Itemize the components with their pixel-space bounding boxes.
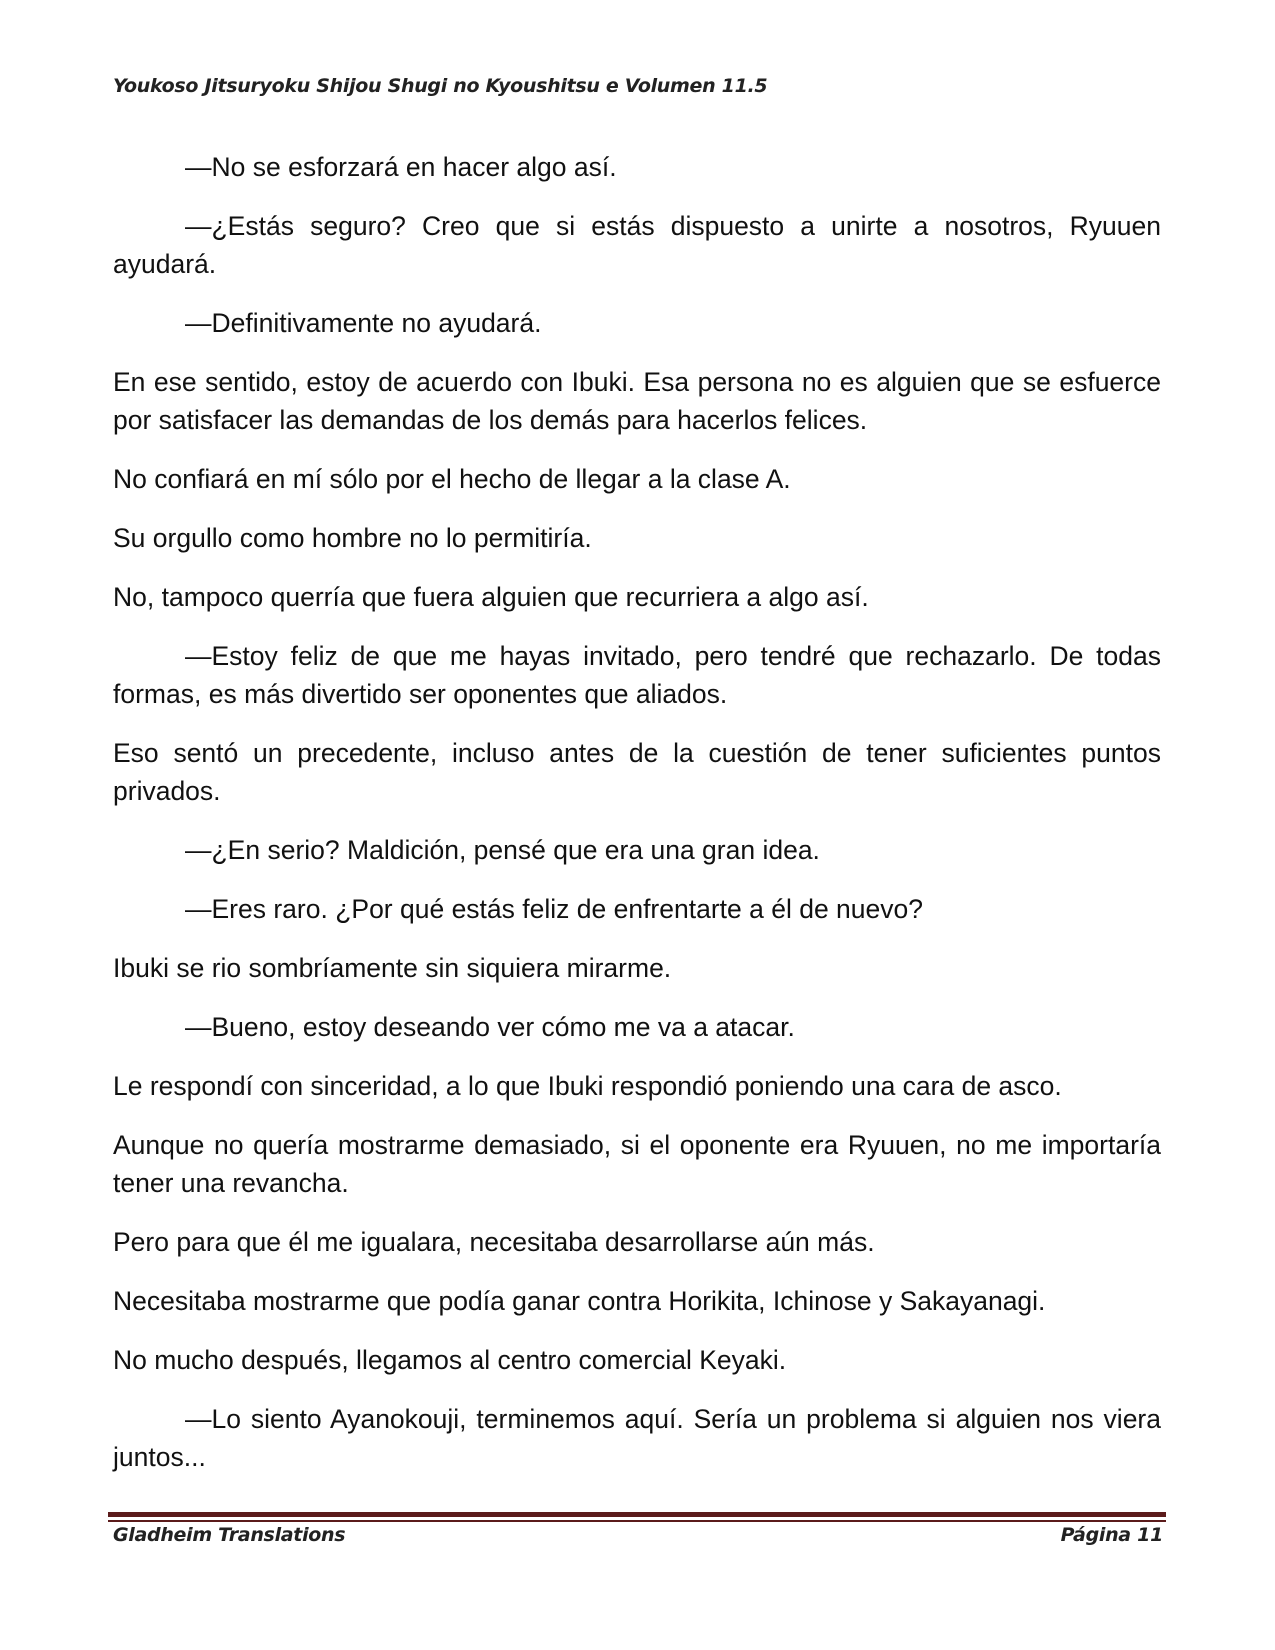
footer-divider-thin-line [108,1520,1166,1522]
paragraph: —¿En serio? Maldición, pensé que era una gran idea. [185,835,820,865]
paragraph: Necesitaba mostrarme que podía ganar contra Horikita, Ichinose y Sakayanagi. [113,1286,1046,1316]
paragraph: —Eres raro. ¿Por qué estás feliz de enfrentarte a él de nuevo? [185,894,923,924]
paragraph: En ese sentido, estoy de acuerdo con Ibuki. Esa persona no es alguien que se esfuerce por satisfacer las demandas de los demás para hacerlos felices. [113,367,1161,435]
paragraph: —¿Estás seguro? Creo que si estás dispuesto a unirte a nosotros, Ryuuen ayudará. [113,211,1161,279]
paragraph: Ibuki se rio sombríamente sin siquiera mirarme. [113,953,672,983]
paragraph: Pero para que él me igualara, necesitaba desarrollarse aún más. [113,1227,875,1257]
footer-credit: Gladheim Translations [113,1524,346,1546]
page-number: Página 11 [1060,1524,1163,1546]
paragraph: —Estoy feliz de que me hayas invitado, pero tendré que rechazarlo. De todas formas, es más divertido ser oponentes que aliados. [113,641,1161,709]
paragraph: Aunque no quería mostrarme demasiado, si el oponente era Ryuuen, no me importaría tener una revancha. [113,1130,1161,1198]
paragraph: —No se esforzará en hacer algo así. [185,152,617,182]
paragraph: No confiará en mí sólo por el hecho de llegar a la clase A. [113,464,791,494]
paragraph: —Definitivamente no ayudará. [185,308,542,338]
paragraph: No, tampoco querría que fuera alguien que recurriera a algo así. [113,582,869,612]
paragraph: No mucho después, llegamos al centro comercial Keyaki. [113,1345,787,1375]
paragraph: Eso sentó un precedente, incluso antes de la cuestión de tener suficientes puntos privados. [113,738,1161,806]
paragraph: —Bueno, estoy deseando ver cómo me va a atacar. [185,1012,795,1042]
paragraph: —Lo siento Ayanokouji, terminemos aquí. Sería un problema si alguien nos viera juntos... [113,1404,1161,1472]
paragraph: Le respondí con sinceridad, a lo que Ibuki respondió poniendo una cara de asco. [113,1071,1062,1101]
body-text [113,148,1161,1497]
paragraph: Su orgullo como hombre no lo permitiría. [113,523,592,553]
running-header: Youkoso Jitsuryoku Shijou Shugi no Kyoushitsu e Volumen 11.5 [113,75,768,97]
